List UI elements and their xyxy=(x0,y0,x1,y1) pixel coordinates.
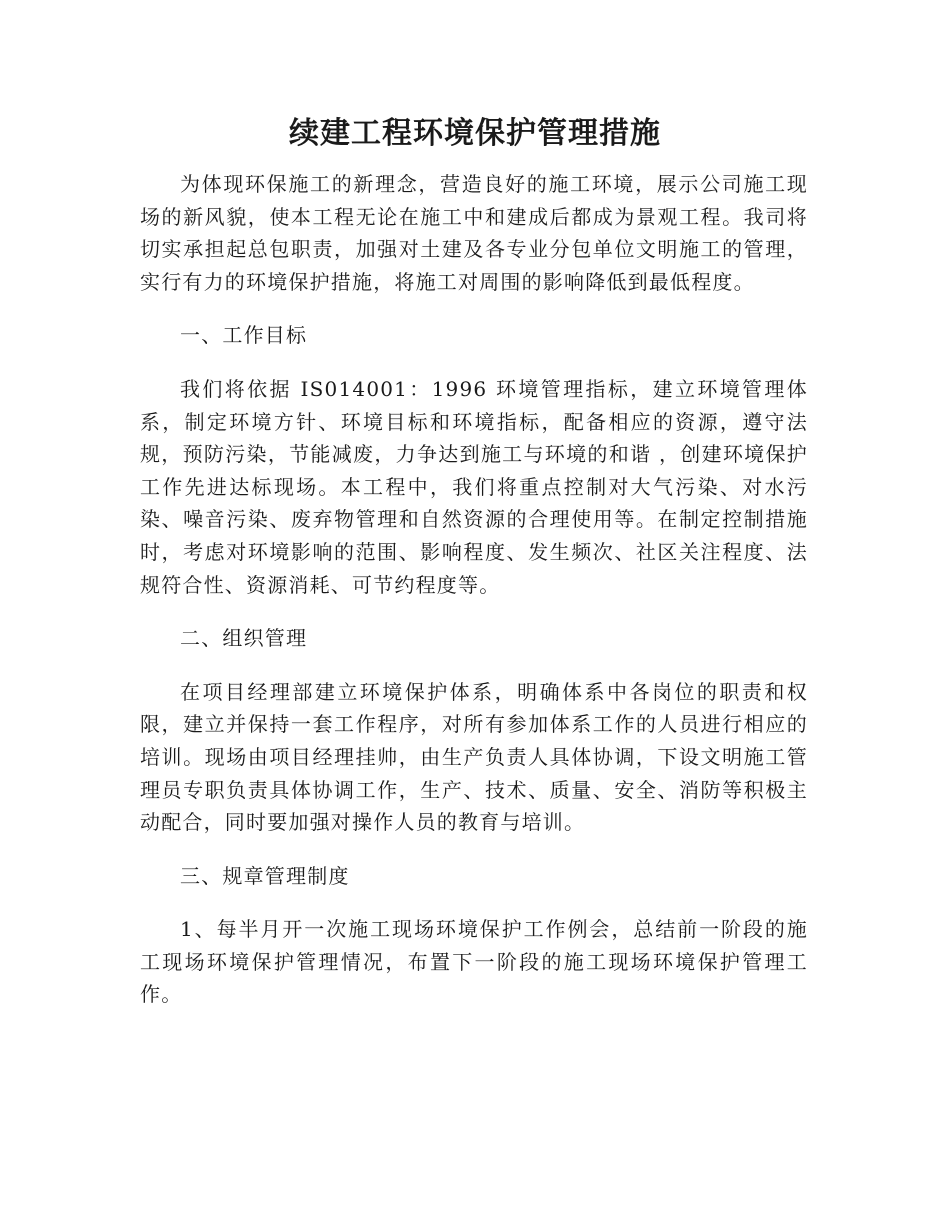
intro-paragraph: 为体现环保施工的新理念，营造良好的施工环境，展示公司施工现场的新风貌，使本工程无论在施工中和建成后都成为景观工程。我司将切实承担起总包职责，加强对土建及各专业分包单位文明施工的管理，实行有力的环境保护措施，将施工对周围的影响降低到最低程度。 xyxy=(140,172,808,294)
rules-item-1-paragraph: 1、每半月开一次施工现场环境保护工作例会，总结前一阶段的施工现场环境保护管理情况，布置下一阶段的施工现场环境保护管理工作。 xyxy=(140,917,808,1007)
document-title: 续建工程环境保护管理措施 xyxy=(289,116,661,151)
document-body xyxy=(140,168,808,1032)
section-heading-rules: 三、规章管理制度 xyxy=(180,863,350,888)
organization-paragraph: 在项目经理部建立环境保护体系，明确体系中各岗位的职责和权限，建立并保持一套工作程序，对所有参加体系工作的人员进行相应的培训。现场由项目经理挂帅，由生产负责人具体协调，下设文明施工管理员专职负责具体协调工作，生产、技术、质量、安全、消防等积极主动配合，同时要加强对操作人员的教育与培训。 xyxy=(140,679,808,835)
section-heading-organization: 二、组织管理 xyxy=(180,626,308,651)
section-heading-goals: 一、工作目标 xyxy=(180,323,308,348)
goals-paragraph: 我们将依据 IS014001：1996 环境管理指标，建立环境管理体系，制定环境方针、环境目标和环境指标，配备相应的资源，遵守法规，预防污染，节能减废，力争达到施工与环境的和谐 ，创建环境保护工作先进达标现场。本工程中，我们将重点控制对大气污染、对水污染、噪音污染、废弃物管理和自然资源的合理使用等。在制定控制措施时，考虑对环境影响的范围、影响程度、发生频次、社区关注程度、法规符合性、资源消耗、可节约程度等。 xyxy=(140,376,808,597)
